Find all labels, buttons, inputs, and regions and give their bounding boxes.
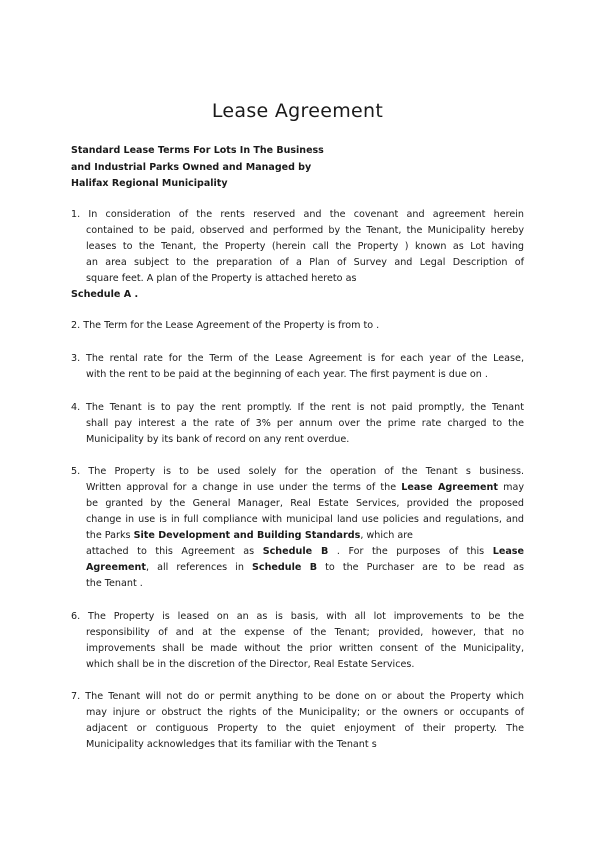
clause-7-line: 7. The Tenant will not do or permit anything to be done on or about the Property which <box>71 691 524 702</box>
clause-2-line: 2. The Term for the Lease Agreement of the Property is from to . <box>71 320 380 331</box>
clause-5-text: to the Purchaser are to be read as <box>317 562 525 573</box>
clause-5-text: attached to this Agreement as <box>86 546 263 557</box>
clause-1-line: square feet. A plan of the Property is attached hereto as <box>86 273 357 284</box>
lease-agreement-term: Lease Agreement <box>401 482 498 493</box>
clause-1-line: 1. In consideration of the rents reserved and the covenant and agreement herein <box>71 209 524 220</box>
subtitle-line-3: Halifax Regional Municipality <box>71 178 228 189</box>
clause-5-line: the Tenant . <box>86 578 143 589</box>
clause-1-line: contained to be paid, observed and performed by the Tenant, the Municipality hereby <box>86 225 524 236</box>
clause-7-line: Municipality acknowledges that its familiar with the Tenant s <box>86 739 377 750</box>
clause-3-line: 3. The rental rate for the Term of the Lease Agreement is for each year of the Lease, <box>71 353 524 364</box>
clause-7-line: may injure or obstruct the rights of the Municipality; or the owners or occupants of <box>86 707 524 718</box>
lease-term: Lease <box>492 546 525 557</box>
clause-5-text: , which are <box>360 530 413 541</box>
agreement-term: Agreement <box>86 562 146 573</box>
clause-5-line: 5. The Property is to be used solely for the operation of the Tenant s business. <box>71 466 524 477</box>
clause-6-line: 6. The Property is leased on an as is basis, with all lot improvements to be the <box>71 611 524 622</box>
clause-7 <box>71 689 524 753</box>
clause-2 <box>71 318 524 334</box>
clause-1-schedule-ref: Schedule A . <box>71 289 139 300</box>
clause-1-line: an area subject to the preparation of a Plan of Survey and Legal Description of <box>86 257 524 268</box>
clause-5-text: the Parks <box>86 530 134 541</box>
clause-4-line: Municipality by its bank of record on any rent overdue. <box>86 434 350 445</box>
clause-4-line: 4. The Tenant is to pay the rent promptly. If the rent is not paid promptly, the Tenant <box>71 402 524 413</box>
clause-5-line: be granted by the General Manager, Real Estate Services, provided the proposed <box>86 498 524 509</box>
clause-5-line <box>71 480 524 496</box>
clause-5-line <box>71 544 524 560</box>
clause-5-text: Written approval for a change in use under the terms of the <box>86 482 402 493</box>
clause-4-line: shall pay interest a the rate of 3% per annum over the prime rate charged to the <box>86 418 524 429</box>
clause-4 <box>71 400 524 448</box>
clause-5-text: , all references in <box>145 562 252 573</box>
schedule-b-term: Schedule B <box>252 562 318 573</box>
clause-6-line: responsibility of and at the expense of the Tenant; provided, however, that no <box>86 627 524 638</box>
schedule-b-term: Schedule B <box>262 546 329 557</box>
clause-7-line: adjacent or contiguous Property to the quiet enjoyment of their property. The <box>86 723 524 734</box>
clause-1-line: leases to the Tenant, the Property (herein call the Property ) known as Lot having <box>86 241 524 252</box>
clause-6 <box>71 609 524 673</box>
clause-1 <box>71 207 524 303</box>
clause-6-line: which shall be in the discretion of the Director, Real Estate Services. <box>86 659 415 670</box>
site-standards-term: Site Development and Building Standards <box>133 530 361 541</box>
clause-5-line: change in use is in full compliance with municipal land use policies and regulations, and <box>86 514 524 525</box>
subtitle-line-1: Standard Lease Terms For Lots In The Business <box>71 145 324 156</box>
clause-5-line <box>71 560 524 576</box>
clause-5-text: may <box>497 482 524 493</box>
clause-5 <box>71 464 524 592</box>
clause-3-line: with the rent to be paid at the beginning of each year. The first payment is due on . <box>86 369 488 380</box>
clause-6-line: improvements shall be made without the prior written consent of the Municipality, <box>86 643 524 654</box>
clause-5-text: . For the purposes of this <box>328 546 493 557</box>
clause-5-line <box>71 528 524 544</box>
clause-3 <box>71 351 524 383</box>
subtitle-line-2: and Industrial Parks Owned and Managed by <box>71 162 312 173</box>
document-title: Lease Agreement <box>211 100 384 122</box>
